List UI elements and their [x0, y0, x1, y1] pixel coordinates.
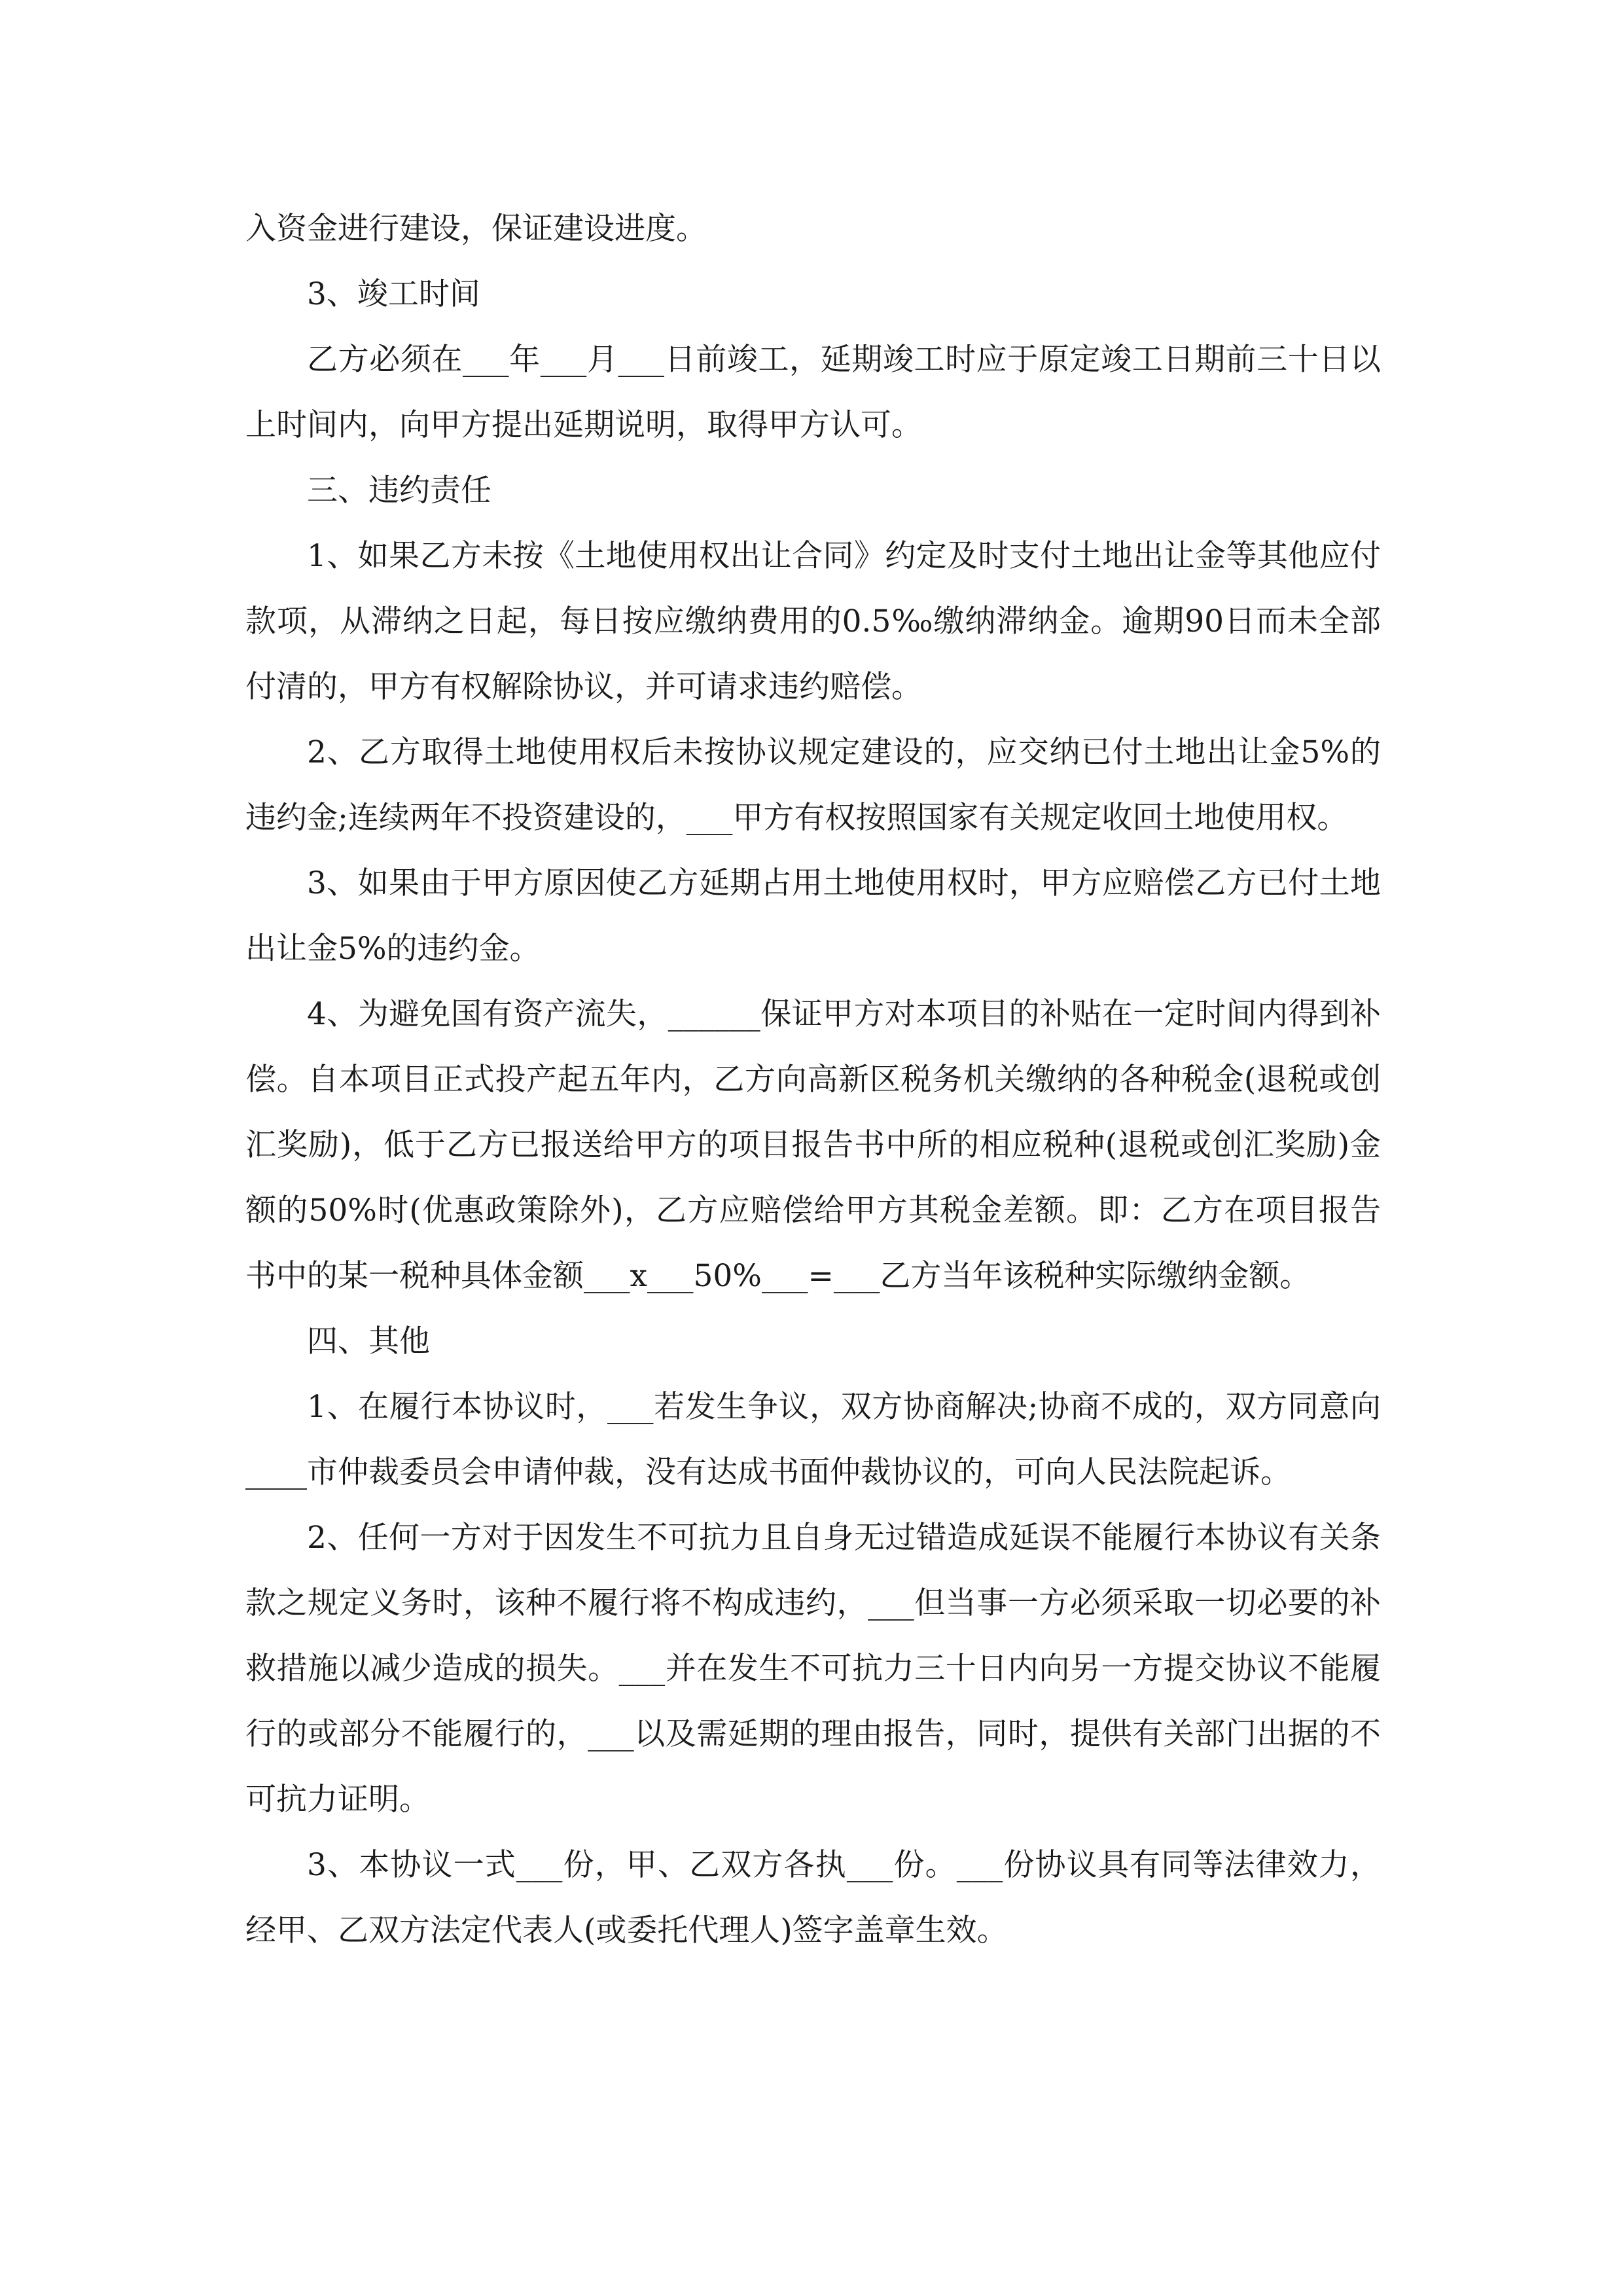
section-heading: 3、竣工时间 — [307, 276, 480, 312]
paragraph: 1、在履行本协议时，___若发生争议，双方协商解决;协商不成的，双方同意向____市仲裁委员会申请仲裁，没有达成书面仲裁协议的，可向人民法院起诉。 — [245, 1389, 1381, 1490]
section-heading: 三、违约责任 — [307, 473, 491, 509]
paragraph: 3、如果由于甲方原因使乙方延期占用土地使用权时，甲方应赔偿乙方已付土地出让金5%的违约金。 — [245, 865, 1381, 967]
paragraph: 乙方必须在___年___月___日前竣工，延期竣工时应于原定竣工日期前三十日以上时间内，向甲方提出延期说明，取得甲方认可。 — [245, 342, 1381, 443]
paragraph: 2、乙方取得土地使用权后未按协议规定建设的，应交纳已付土地出让金5%的违约金;连续两年不投资建设的，___甲方有权按照国家有关规定收回土地使用权。 — [245, 734, 1381, 836]
paragraph: 3、本协议一式___份，甲、乙双方各执___份。___份协议具有同等法律效力，经甲、乙双方法定代表人(或委托代理人)签字盖章生效。 — [245, 1847, 1381, 1948]
paragraph: 1、如果乙方未按《土地使用权出让合同》约定及时支付土地出让金等其他应付款项，从滞纳之日起，每日按应缴纳费用的0.5‰缴纳滞纳金。逾期90日而未全部付清的，甲方有权解除协议，并可请求违约赔偿。 — [245, 538, 1381, 705]
paragraph: 4、为避免国有资产流失，______保证甲方对本项目的补贴在一定时间内得到补偿。自本项目正式投产起五年内，乙方向高新区税务机关缴纳的各种税金(退税或创汇奖励)，低于乙方已报送给甲方的项目报告书中所的相应税种(退税或创汇奖励)金额的50%时(优惠政策除外)，乙方应赔偿给甲方其税金差额。即：乙方在项目报告书中的某一税种具体金额___x___50%___=___乙方当年该税种实际缴纳金额。 — [245, 996, 1381, 1294]
section-heading: 四、其他 — [307, 1323, 430, 1359]
paragraph: 入资金进行建设，保证建设进度。 — [245, 211, 707, 247]
document-body — [245, 196, 1381, 1964]
paragraph: 2、任何一方对于因发生不可抗力且自身无过错造成延误不能履行本协议有关条款之规定义务时，该种不履行将不构成违约，___但当事一方必须采取一切必要的补救措施以减少造成的损失。___并在发生不可抗力三十日内向另一方提交协议不能履行的或部分不能履行的，___以及需延期的理由报告，同时，提供有关部门出据的不可抗力证明。 — [245, 1520, 1381, 1818]
